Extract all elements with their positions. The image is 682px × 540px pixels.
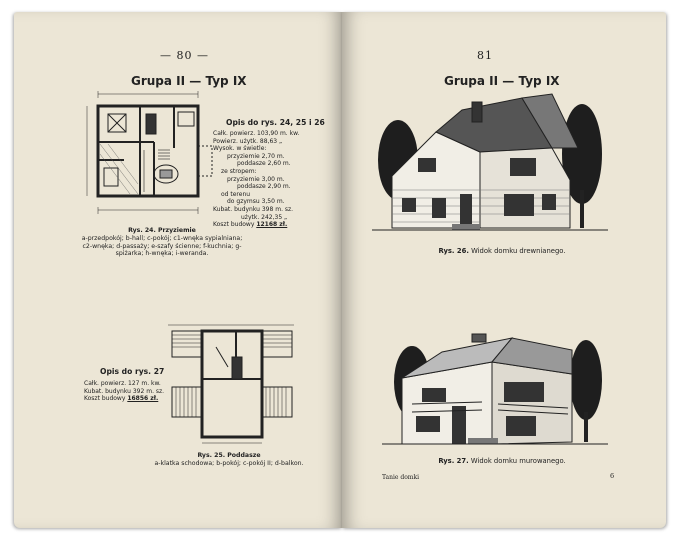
cost-label: Koszt budowy [84, 395, 126, 403]
spec-line: przyziemie 3,00 m. [227, 175, 285, 183]
spec-line: poddasze 2,60 m. [237, 160, 291, 168]
left-page [14, 12, 342, 528]
figure-text: Widok domku drewnianego. [471, 247, 566, 255]
figure-legend: a-przedpokój; b-hall; c-pokój; c1-wnęka sypialniana; c2-wnęka; d-passaży; e-szafy ścienne; f-kuchnia; g-spiżarka; h-wnęka; i-weranda. [81, 234, 243, 258]
spec-line: Powierz. użytk. 88,63 „ [213, 137, 283, 145]
spec-line: Kubat. budynku 392 m. sz. [84, 387, 165, 395]
description-title: Opis do rys. 27 [100, 367, 165, 376]
page-number: — 80 — [160, 49, 209, 62]
page-heading: Grupa II — Typ IX [444, 74, 560, 88]
spec-line: użytk. 242,35 „ [241, 213, 288, 221]
page-number: 81 [477, 49, 493, 62]
spec-line: Całk. powierz. 127 m. kw. [84, 380, 161, 387]
figure-caption [402, 458, 602, 466]
spec-line: Wysok. w świetle: [213, 145, 267, 153]
wooden-house-illustration [372, 90, 612, 240]
spec-line: poddasze 2,90 m. [237, 183, 291, 191]
figure-legend: a-klatka schodowa; b-pokój; c-pokój II; d-balkon. [154, 459, 304, 467]
figure-title: Rys. 24. Przyziemie [128, 227, 196, 234]
spec-line: od terenu [221, 190, 251, 198]
figure-text: Widok domku murowanego. [470, 457, 566, 465]
signature-mark: 6 [610, 472, 615, 480]
page-heading: Grupa II — Typ IX [131, 74, 247, 88]
figure-caption [154, 452, 304, 468]
cost-value: 16856 zł. [127, 395, 159, 403]
cost-value: 12168 zł. [256, 221, 288, 229]
floor-plan-ground [84, 88, 216, 220]
description-title: Opis do rys. 24, 25 i 26 [226, 118, 325, 127]
spec-line: ze stropem: [221, 167, 257, 175]
cost-line [84, 395, 176, 403]
spec-line: Kubat. budynku 398 m. sz. [213, 205, 294, 213]
description-list [213, 130, 309, 229]
spec-line: Całk. powierz. 103,90 m. kw. [213, 130, 300, 137]
description-list [84, 380, 176, 403]
brick-house-illustration [372, 322, 612, 452]
open-book [14, 12, 666, 528]
figure-label: Rys. 27. [438, 457, 469, 465]
spec-line: do gzymsu 3,50 m. [227, 198, 285, 206]
floor-plan-attic [162, 317, 294, 447]
cost-label: Koszt budowy [213, 221, 255, 229]
figure-caption [78, 227, 246, 258]
right-page [342, 12, 666, 528]
figure-label: Rys. 26. [438, 247, 469, 255]
page-footer-title: Tanie domki [382, 474, 420, 481]
figure-caption [402, 248, 602, 256]
spec-line: przyziemie 2,70 m. [227, 152, 285, 160]
figure-title: Rys. 25. Poddasze [197, 452, 261, 459]
